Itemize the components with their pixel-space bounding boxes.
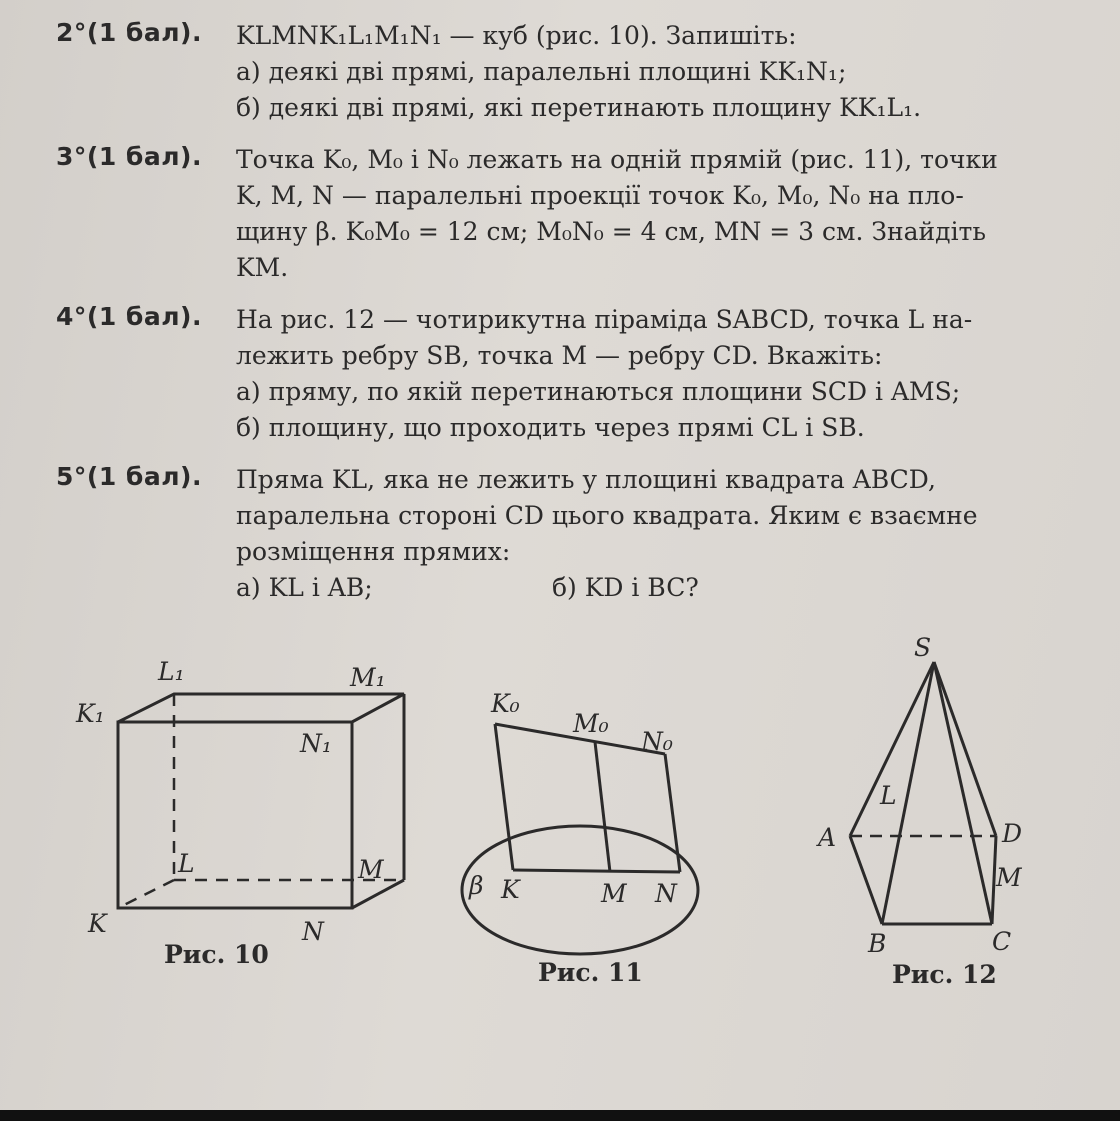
figure-10-caption: Рис. 10 bbox=[164, 940, 269, 969]
task-line: б) площину, що проходить через прямі CL і SB. bbox=[236, 413, 865, 442]
label-L1: L₁ bbox=[158, 657, 185, 686]
task-text bbox=[236, 142, 1056, 286]
task-line: K, M, N — паралельні проекції точок K₀, M₀, N₀ на пло- bbox=[236, 181, 964, 210]
label-L: L bbox=[880, 781, 897, 810]
label-S: S bbox=[914, 633, 932, 662]
edge-SC bbox=[934, 662, 992, 924]
task-text bbox=[236, 302, 1056, 446]
task-line: щину β. K₀M₀ = 12 см; M₀N₀ = 4 см, MN = 3 см. Знайдіть bbox=[236, 217, 986, 246]
projection-K0K bbox=[495, 724, 513, 870]
task-line: KM. bbox=[236, 253, 289, 282]
label-M: M bbox=[996, 863, 1022, 892]
task-text bbox=[236, 462, 1056, 606]
label-B: B bbox=[868, 929, 887, 958]
task-number: 4°(1 бал). bbox=[56, 302, 202, 331]
edge-SD bbox=[934, 662, 996, 836]
task-line: Пряма KL, яка не лежить у площині квадрата ABCD, bbox=[236, 465, 936, 494]
projection-M0M bbox=[595, 742, 610, 872]
label-A: A bbox=[818, 823, 837, 852]
option-b: б) KD і BC? bbox=[552, 573, 699, 602]
label-N: N bbox=[302, 917, 324, 946]
task-line: а) пряму, по якій перетинаються площини SCD і AMS; bbox=[236, 377, 961, 406]
task-line: Точка K₀, M₀ і N₀ лежать на одній прямій (рис. 11), точки bbox=[236, 145, 998, 174]
label-M: M bbox=[601, 879, 627, 908]
figure-12-pyramid bbox=[808, 628, 1048, 968]
task-line: а) деякі дві прямі, паралельні площині KK₁N₁; bbox=[236, 57, 847, 86]
label-K: K bbox=[88, 909, 107, 938]
label-K: K bbox=[501, 875, 520, 904]
task-line: лежить ребру SB, точка M — ребру CD. Вкажіть: bbox=[236, 341, 883, 370]
task-text bbox=[236, 18, 1056, 126]
task-options bbox=[236, 570, 1056, 606]
label-N1: N₁ bbox=[300, 729, 332, 758]
label-N: N bbox=[655, 879, 677, 908]
task-number: 2°(1 бал). bbox=[56, 18, 202, 47]
line-KN bbox=[513, 870, 680, 872]
label-K0: K₀ bbox=[491, 689, 520, 718]
task-line: На рис. 12 — чотирикутна піраміда SABCD, точка L на- bbox=[236, 305, 973, 334]
label-beta: β bbox=[469, 871, 484, 900]
figure-11-caption: Рис. 11 bbox=[538, 958, 643, 987]
edge-AB bbox=[850, 836, 882, 924]
task-line: розміщення прямих: bbox=[236, 537, 511, 566]
label-C: C bbox=[992, 927, 1012, 956]
cube-top-edges bbox=[118, 694, 404, 722]
task-line: KLMNK₁L₁M₁N₁ — куб (рис. 10). Запишіть: bbox=[236, 21, 797, 50]
figure-10-cube bbox=[60, 650, 420, 950]
task-line: паралельна стороні CD цього квадрата. Яким є взаємне bbox=[236, 501, 978, 530]
task-line: б) деякі дві прямі, які перетинають площину KK₁L₁. bbox=[236, 93, 922, 122]
task-number: 5°(1 бал). bbox=[56, 462, 202, 491]
option-a: а) KL і AB; bbox=[236, 573, 373, 602]
label-L: L bbox=[178, 849, 195, 878]
projection-N0N bbox=[665, 754, 680, 872]
figure-11-projection bbox=[455, 680, 715, 960]
label-M0: M₀ bbox=[573, 709, 609, 738]
task-number: 3°(1 бал). bbox=[56, 142, 202, 171]
label-K1: K₁ bbox=[76, 699, 105, 728]
figure-12-caption: Рис. 12 bbox=[892, 960, 997, 989]
label-D: D bbox=[1002, 819, 1023, 848]
photo-bottom-edge bbox=[0, 1110, 1120, 1121]
label-M: M bbox=[358, 855, 384, 884]
label-M1: M₁ bbox=[350, 663, 386, 692]
cube-hidden-edge-LK bbox=[118, 880, 174, 908]
label-N0: N₀ bbox=[641, 727, 673, 756]
cube-edge-MN bbox=[352, 880, 404, 908]
